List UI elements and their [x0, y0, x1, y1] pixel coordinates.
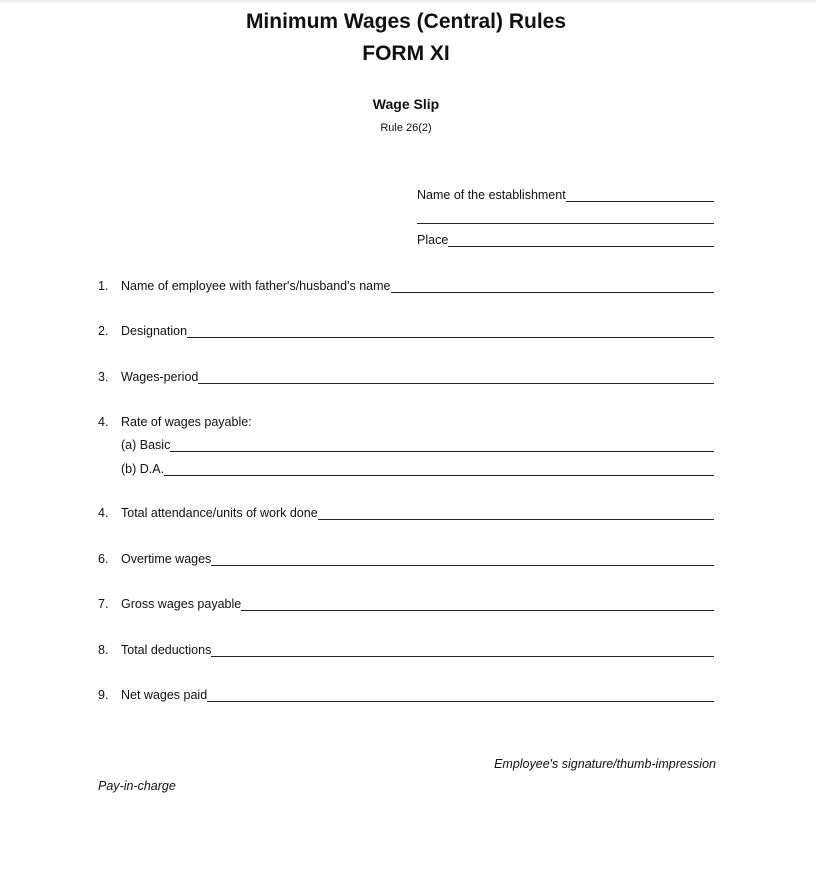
- wages-period-label: Wages-period: [121, 370, 199, 384]
- basic-wage-field[interactable]: [121, 438, 714, 453]
- viewer-top-shadow: [0, 0, 816, 4]
- da-wage-field[interactable]: [121, 462, 714, 477]
- item-number: 7.: [98, 597, 109, 611]
- da-wage-label: (b) D.A.: [121, 462, 165, 476]
- basic-wage-label: (a) Basic: [121, 438, 171, 452]
- gross-wages-label: Gross wages payable: [121, 597, 242, 611]
- designation-field[interactable]: [121, 324, 714, 339]
- overtime-wages-label: Overtime wages: [121, 552, 212, 566]
- item-number: 9.: [98, 688, 109, 702]
- rate-of-wages-label: Rate of wages payable:: [121, 415, 252, 429]
- total-deductions-label: Total deductions: [121, 643, 212, 657]
- item-number: 6.: [98, 552, 109, 566]
- employee-name-label: Name of employee with father's/husband's name: [121, 279, 391, 293]
- net-wages-line[interactable]: [207, 701, 714, 702]
- item-number: 1.: [98, 279, 109, 293]
- employee-name-field[interactable]: [121, 279, 714, 294]
- total-deductions-field[interactable]: [121, 643, 714, 658]
- gross-wages-field[interactable]: [121, 597, 714, 612]
- designation-label: Designation: [121, 324, 188, 338]
- employee-signature-label: Employee's signature/thumb-impression: [494, 757, 716, 771]
- item-number: 4.: [98, 415, 109, 429]
- total-attendance-line[interactable]: [318, 519, 714, 520]
- item-number: 8.: [98, 643, 109, 657]
- rule-reference: Rule 26(2): [380, 122, 432, 134]
- establishment-name-label: Name of the establishment: [417, 188, 566, 202]
- designation-line[interactable]: [187, 337, 714, 338]
- place-line[interactable]: [448, 246, 714, 247]
- wages-period-field[interactable]: [121, 370, 714, 385]
- item-number: 2.: [98, 324, 109, 338]
- place-label: Place: [417, 233, 449, 247]
- wages-period-line[interactable]: [198, 383, 714, 384]
- basic-wage-line[interactable]: [170, 451, 714, 452]
- pay-in-charge-label: Pay-in-charge: [98, 779, 176, 793]
- total-attendance-label: Total attendance/units of work done: [121, 506, 318, 520]
- total-attendance-field[interactable]: [121, 506, 714, 521]
- establishment-name-continuation-line[interactable]: [417, 223, 714, 224]
- net-wages-field[interactable]: [121, 688, 714, 703]
- net-wages-label: Net wages paid: [121, 688, 208, 702]
- item-number: 3.: [98, 370, 109, 384]
- form-title: Minimum Wages (Central) Rules: [245, 10, 567, 33]
- establishment-name-field[interactable]: [417, 188, 714, 203]
- place-field[interactable]: [417, 233, 714, 248]
- item-number: 4.: [98, 506, 109, 520]
- total-deductions-line[interactable]: [211, 656, 714, 657]
- overtime-wages-line[interactable]: [211, 565, 714, 566]
- overtime-wages-field[interactable]: [121, 552, 714, 567]
- employee-name-line[interactable]: [391, 292, 714, 293]
- da-wage-line[interactable]: [164, 475, 714, 476]
- form-number: FORM XI: [362, 42, 450, 65]
- form-subtitle: Wage Slip: [372, 96, 440, 112]
- gross-wages-line[interactable]: [241, 610, 714, 611]
- establishment-name-line[interactable]: [566, 201, 714, 202]
